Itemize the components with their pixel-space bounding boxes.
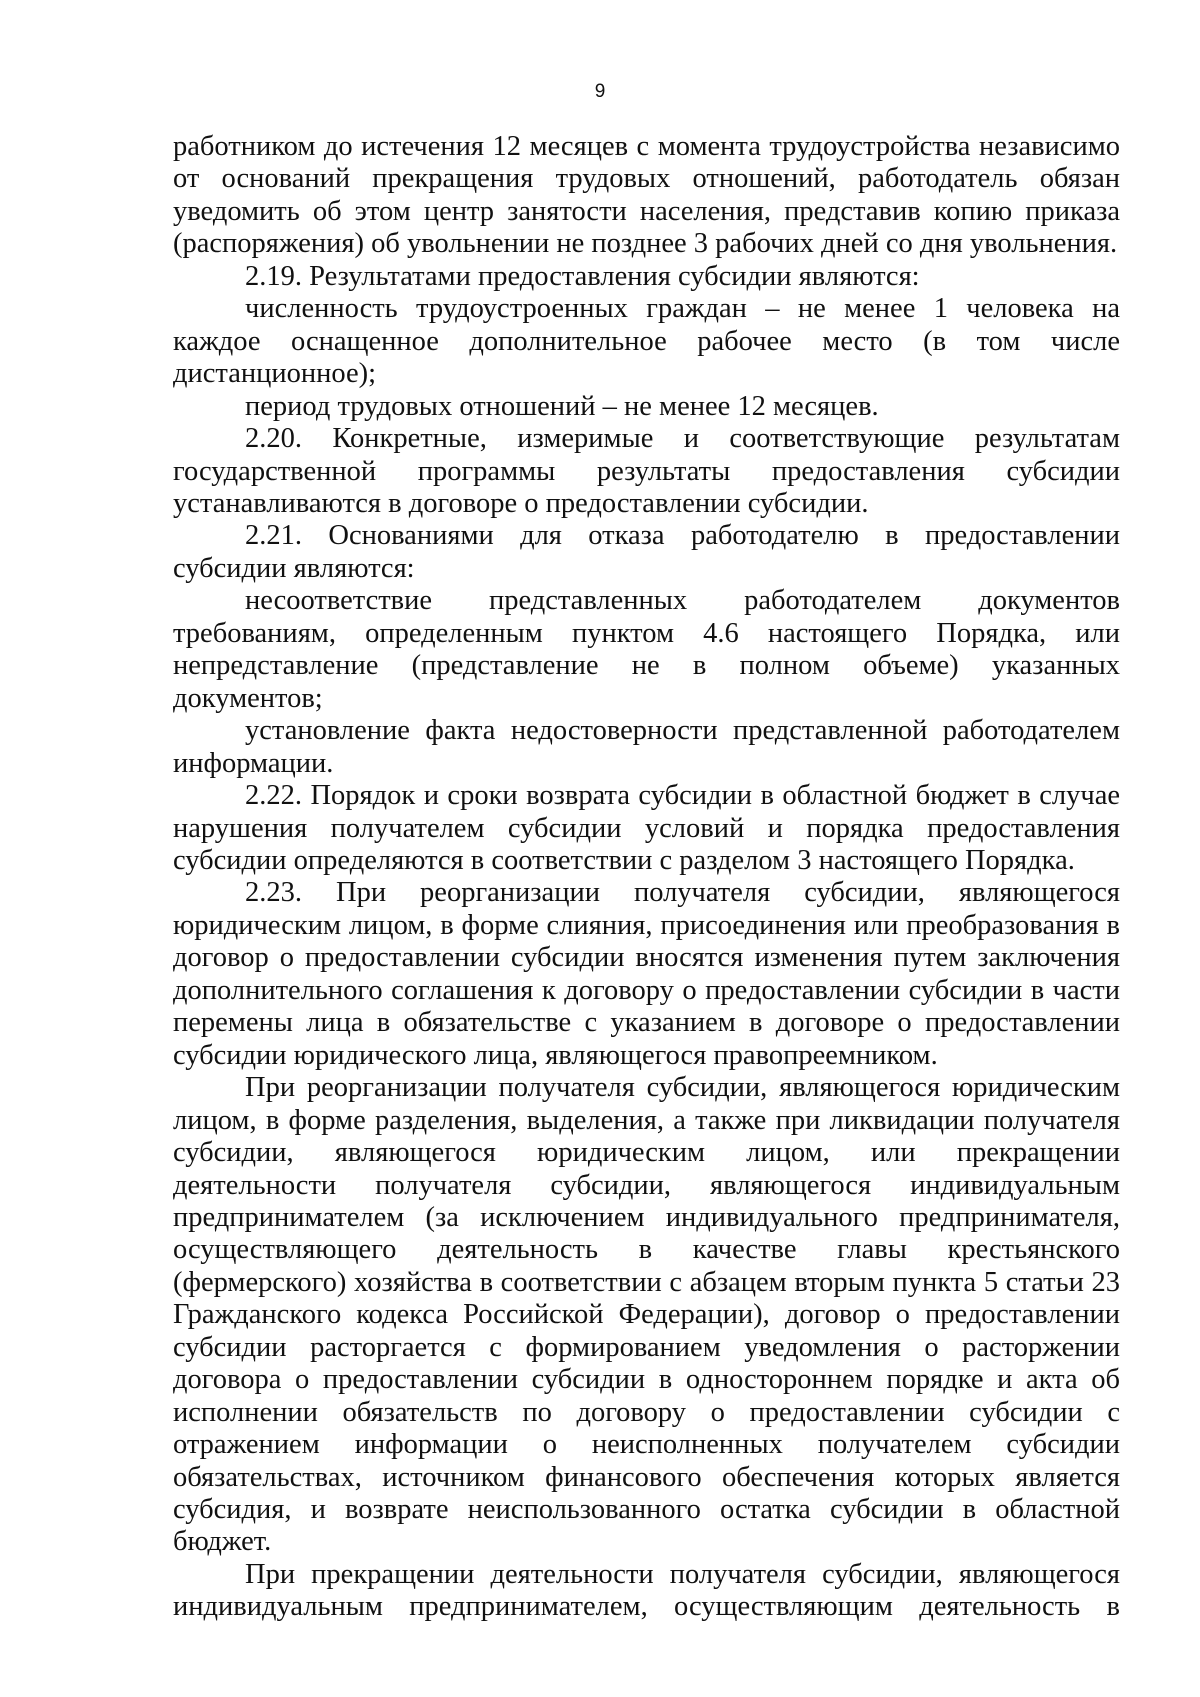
paragraph-refusal-false-information: установление факта недостоверности представленной работодателем информации. (173, 715, 1120, 779)
paragraph-2-22: 2.22. Порядок и сроки возврата субсидии в областной бюджет в случае нарушения получателем субсидии условий и порядка предоставления субсидии определяются в соответствии с разделом 3 настоящего Порядка. (173, 780, 1120, 876)
paragraph-employer-obligation: работником до истечения 12 месяцев с момента трудоустройства независимо от оснований прекращения трудовых отношений, работодатель обязан уведомить об этом центр занятости населения, представив копию приказа (распоряжения) об увольнении не позднее 3 рабочих дней со дня увольнения. (173, 131, 1120, 260)
document-body (173, 131, 1120, 1624)
paragraph-result-employed-count: численность трудоустроенных граждан – не менее 1 человека на каждое оснащенное дополнительное рабочее место (в том числе дистанционное); (173, 293, 1120, 390)
paragraph-reorganization-termination: При реорганизации получателя субсидии, являющегося юридическим лицом, в форме разделения, выделения, а также при ликвидации получателя субсидии, являющегося юридическим лицом, или прекращении деятельности получателя субсидии, являющегося индивидуальным предпринимателем (за исключением индивидуального предпринимателя, осуществляющего деятельность в качестве главы крестьянского (фермерского) хозяйства в соответствии с абзацем вторым пункта 5 статьи 23 Гражданского кодекса Российской Федерации), договор о предоставлении субсидии расторгается с формированием уведомления о расторжении договора о предоставлении субсидии в одностороннем порядке и акта об исполнении обязательств по договору о предоставлении субсидии с отражением информации о неисполненных получателем субсидии обязательствах, источником финансового обеспечения которых является субсидия, и возврате неиспользованного остатка субсидии в областной бюджет. (173, 1072, 1120, 1558)
paragraph-result-employment-period: период трудовых отношений – не менее 12 месяцев. (245, 390, 879, 422)
page-number: 9 (594, 81, 606, 102)
paragraph-entrepreneur-termination: При прекращении деятельности получателя субсидии, являющегося индивидуальным предпринимателем, осуществляющим деятельность в (173, 1558, 1120, 1623)
paragraph-2-23: 2.23. При реорганизации получателя субсидии, являющегося юридическим лицом, в форме слияния, присоединения или преобразования в договор о предоставлении субсидии вносятся изменения путем заключения дополнительного соглашения к договору о предоставлении субсидии в части перемены лица в обязательстве с указанием в договоре о предоставлении субсидии юридического лица, являющегося правопреемником. (173, 877, 1120, 1071)
paragraph-2-19: 2.19. Результатами предоставления субсидии являются: (245, 260, 920, 292)
paragraph-refusal-documents: несоответствие представленных работодателем документов требованиям, определенным пунктом 4.6 настоящего Порядка, или непредставление (представление не в полном объеме) указанных документов; (173, 585, 1120, 714)
paragraph-2-21: 2.21. Основаниями для отказа работодателю в предоставлении субсидии являются: (173, 520, 1120, 584)
paragraph-2-20: 2.20. Конкретные, измеримые и соответствующие результатам государственной программы результаты предоставления субсидии устанавливаются в договоре о предоставлении субсидии. (173, 423, 1120, 519)
